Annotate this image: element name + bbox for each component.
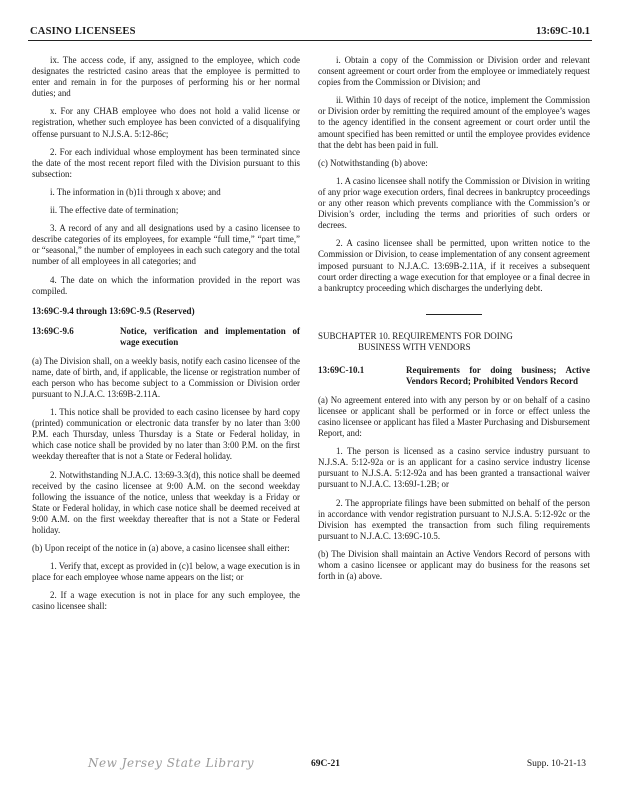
section-number: 13:69C-9.6 xyxy=(32,325,74,336)
item-ii: ii. The effective date of termination; xyxy=(50,205,179,216)
section-number: 13:69C-10.1 xyxy=(318,364,365,375)
paragraph-c: (c) Notwithstanding (b) above: xyxy=(318,157,428,168)
page-number: 69C-21 xyxy=(311,759,341,769)
paragraph-3: 3. A record of any and all designations used by a casino licensee to describe categories of its employees, for example “full time,” “part time,” or “seasonal,” the number of employees in each such category and the total number of all employees in all categories; and xyxy=(32,223,300,267)
supplement-date: Supp. 10-21-13 xyxy=(526,759,586,769)
paragraph-b-active-vendors: (b) The Division shall maintain an Active Vendors Record of persons with whom a casino licensee or applicant may do business for the reasons set forth in (a) above. xyxy=(318,548,590,582)
reserved-heading: 13:69C-9.4 through 13:69C-9.5 (Reserved) xyxy=(32,305,195,316)
left-column xyxy=(32,55,300,620)
item-i: i. The information in (b)1i through x above; and xyxy=(50,186,221,197)
paragraph-c1: 1. A casino licensee shall notify the Commission or Division in writing of any prior wage execution orders, final decrees in bankruptcy proceedings or any other reason which prevents compliance with the Commission’s or Division’s order, including the terms and priorities of such orders or decrees. xyxy=(318,175,590,231)
page-footer xyxy=(28,752,592,782)
paragraph-c2: 2. A casino licensee shall be permitted, upon written notice to the Commission or Division, to cease implementation of any consent agreement imposed pursuant to N.J.A.C. 13:69B-2.11A, if it receives a subsequent court order directing a wage execution for that employee or a final decree in a bankruptcy proceeding which discharges the underlying debt. xyxy=(318,238,590,293)
running-header xyxy=(28,24,592,41)
paragraph-4: 4. The date on which the information provided in the report was compiled. xyxy=(32,274,300,296)
subchapter-heading xyxy=(318,331,590,353)
paragraph-2: 2. For each individual whose employment has been terminated since the date of the most recent report filed with the Division pursuant to this subsection: xyxy=(32,146,300,179)
section-heading-9-6 xyxy=(32,326,300,348)
subchapter-title-line1: SUBCHAPTER 10. REQUIREMENTS FOR DOING xyxy=(318,330,513,341)
paragraph-a2-filings: 2. The appropriate filings have been submitted on behalf of the person in accordance with vendor registration pursuant to N.J.S.A. 5:12-92c or the Division has exempted the transaction from such filing requirements pursuant to N.J.A.C. 13:69C-10.5. xyxy=(318,497,590,541)
paragraph-b2: 2. If a wage execution is not in place for any such employee, the casino licensee shall: xyxy=(32,590,300,612)
subchapter-title-line2: BUSINESS WITH VENDORS xyxy=(358,341,471,352)
paragraph-b1: 1. Verify that, except as provided in (c)1 below, a wage execution is in place for each employee whose name appears on the list; or xyxy=(32,561,300,583)
right-column xyxy=(318,55,590,589)
item-ix: ix. The access code, if any, assigned to the employee, which code designates the restricted casino areas that the employee is permitted to enter and remain in for the purposes of performing his or her normal duties; and xyxy=(32,55,300,99)
item-i-obtain: i. Obtain a copy of the Commission or Division order and relevant consent agreement or court order from the employee or immediately request copies from the Commission or Division; and xyxy=(318,55,590,88)
paragraph-a1-licensed: 1. The person is licensed as a casino service industry pursuant to N.J.S.A. 5:12-92a or is an applicant for a casino service industry license pursuant to N.J.S.A. 5:12-92a and has been granted a transactional waiver pursuant to N.J.A.C. 13:69J-1.2B; or xyxy=(318,446,590,490)
section-title: Requirements for doing business; Active Vendors Record; Prohibited Vendors Record xyxy=(406,364,590,386)
library-watermark: New Jersey State Library xyxy=(88,756,255,770)
paragraph-a2: 2. Notwithstanding N.J.A.C. 13:69-3.3(d), this notice shall be deemed received by the casino licensee at 9:00 A.M. on the second weekday following the issuance of the notice, unless that weekday is a Friday or State or Federal holiday, in which case notice shall be deemed received at 9:00 A.M. on the first weekday thereafter that is not a State or Federal holiday. xyxy=(32,469,300,535)
section-title: Notice, verification and implementation of wage execution xyxy=(120,325,300,347)
header-title: CASINO LICENSEES xyxy=(30,26,136,37)
paragraph-b: (b) Upon receipt of the notice in (a) above, a casino licensee shall either: xyxy=(32,543,290,554)
header-section-number: 13:69C-10.1 xyxy=(536,26,590,37)
paragraph-a: (a) The Division shall, on a weekly basis, notify each casino licensee of the name, date of birth, and, if applicable, the license or registration number of each person who has become subject to a Commission or Division order pursuant to N.J.A.C. 13:69B-2.11A. xyxy=(32,355,300,399)
item-ii-implement: ii. Within 10 days of receipt of the notice, implement the Commission or Division order by remitting the required amount of the employee’s wages to the agency identified in the consent agreement or court order until the amount specified has been remitted or until the employee provides evidence that the debt has been paid in full. xyxy=(318,95,590,150)
section-heading-10-1 xyxy=(318,365,590,387)
item-x: x. For any CHAB employee who does not hold a valid license or registration, whether such employee has been convicted of a disqualifying offense pursuant to N.J.S.A. 5:12-86c; xyxy=(32,106,300,139)
paragraph-a-agreement: (a) No agreement entered into with any person by or on behalf of a casino licensee or applicant shall be performed or in force or effect unless the casino licensee or applicant has filed a Master Purchasing and Disbursement Report, and: xyxy=(318,394,590,439)
section-divider xyxy=(426,314,482,315)
paragraph-a1: 1. This notice shall be provided to each casino licensee by hard copy (printed) communication or electronic data transfer by no later than 3:00 P.M. each Thursday, unless Thursday is a State or Federal holiday, in which case notice shall be provided by no later than 3:00 P.M. on the first weekday thereafter that is not a State or Federal holiday. xyxy=(32,407,300,462)
